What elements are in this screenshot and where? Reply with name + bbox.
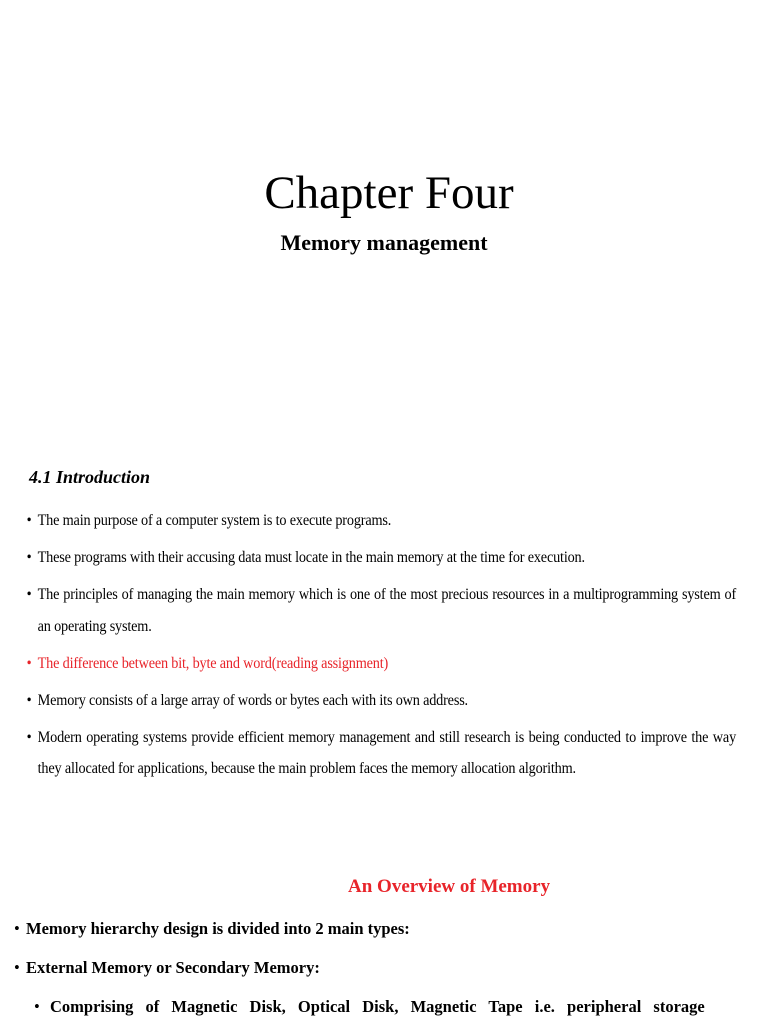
list-item: [10, 916, 710, 942]
section-heading-introduction: 4.1 Introduction: [29, 467, 151, 487]
bullet-icon: •: [26, 586, 32, 603]
list-sub-item: [10, 994, 710, 1020]
bullet-icon: •: [14, 958, 20, 977]
bullet-icon: •: [14, 919, 20, 938]
list-item-text: These programs with their accusing data must locate in the main memory at the time for execution.: [37, 549, 585, 566]
list-item-text: Modern operating systems provide efficient memory management and still research is being conducted to improve the way they allocated for applications, because the main problem faces the memory allocation algorithm.: [37, 728, 737, 777]
chapter-title: Chapter Four: [264, 167, 514, 219]
bullet-icon: •: [26, 549, 32, 566]
list-item: [22, 722, 736, 785]
list-item: [10, 955, 710, 981]
chapter-subtitle: Memory management: [280, 230, 488, 255]
overview-bullet-list: [10, 916, 710, 1020]
bullet-icon: •: [26, 728, 32, 746]
list-item: [22, 685, 736, 717]
list-item-text: External Memory or Secondary Memory:: [26, 958, 320, 977]
bullet-icon: •: [26, 691, 32, 709]
list-item-highlighted: [22, 648, 736, 680]
section-heading-overview: An Overview of Memory: [348, 876, 551, 897]
list-item-text: The main purpose of a computer system is to execute programs.: [37, 512, 392, 529]
list-item-text: Memory hierarchy design is divided into 2 main types:: [26, 919, 410, 938]
list-item-text: The difference between bit, byte and word(reading assignment): [37, 654, 389, 672]
bullet-icon: •: [26, 654, 32, 672]
bullet-icon: •: [26, 512, 32, 529]
list-item: [22, 579, 736, 642]
list-item: [22, 542, 736, 574]
list-item-text: Memory consists of a large array of words or bytes each with its own address.: [37, 691, 468, 709]
list-item: [22, 505, 736, 537]
list-item-text: Comprising of Magnetic Disk, Optical Disk, Magnetic Tape i.e. peripheral storage: [50, 997, 705, 1016]
list-item-text: The principles of managing the main memory which is one of the most precious resources in a multiprogramming system of an operating system.: [37, 586, 737, 635]
bullet-icon: •: [34, 997, 40, 1016]
introduction-bullet-list: [22, 505, 736, 790]
